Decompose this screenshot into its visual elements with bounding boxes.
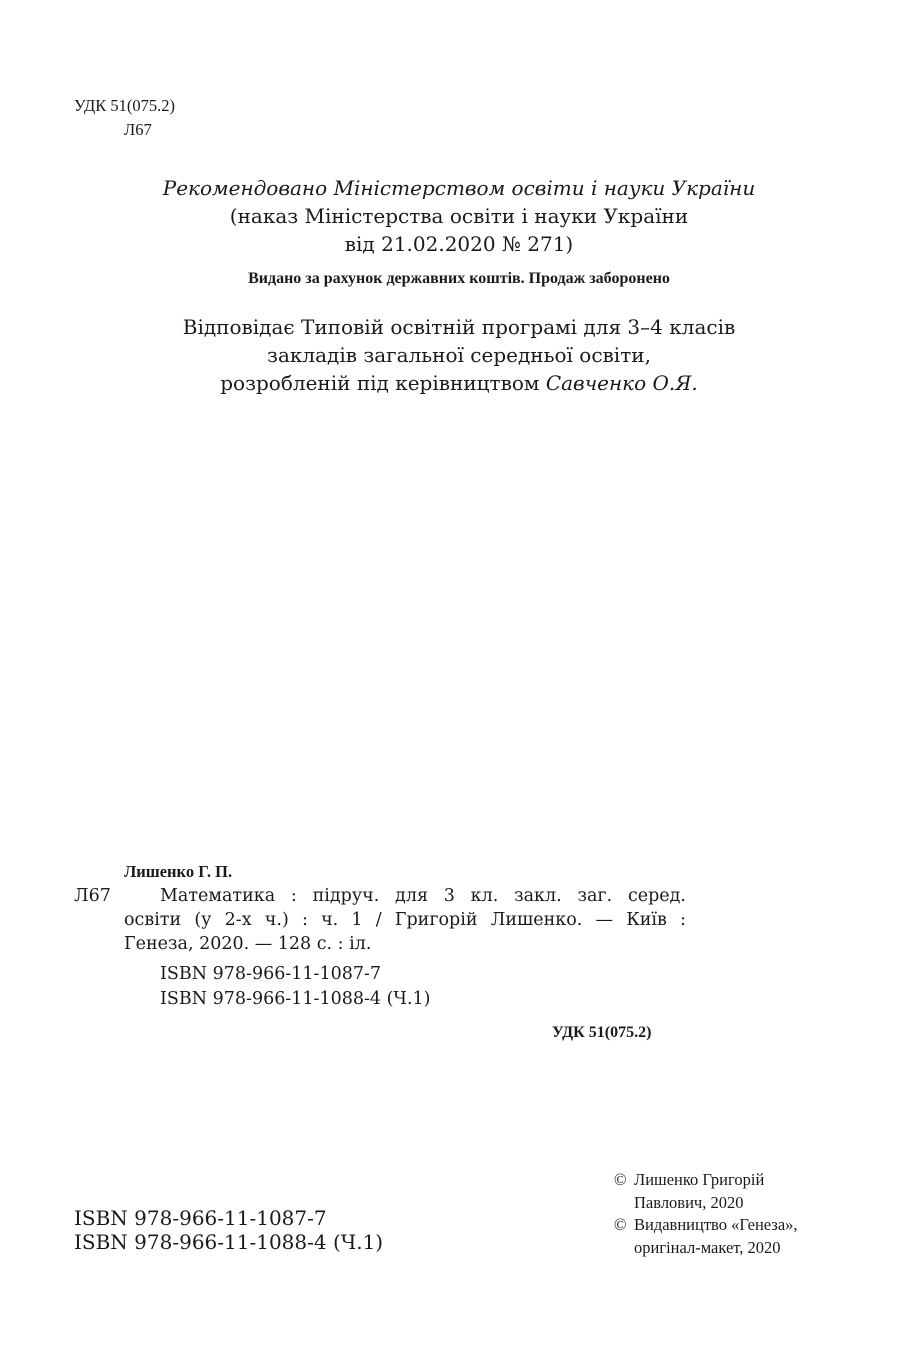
issued-note: Видано за рахунок державних коштів. Продаж заборонено	[248, 270, 670, 287]
catalog-isbn-2: ISBN 978-966-11-1088-4 (Ч.1)	[160, 989, 431, 1009]
catalog-description-line-2: освіти (у 2-х ч.) : ч. 1 / Григорій Лишенко. — Київ :	[124, 910, 686, 930]
copyright-line-3	[614, 1214, 798, 1237]
recommendation-line-3: від 21.02.2020 № 271)	[344, 232, 574, 256]
recommendation-block	[0, 174, 918, 258]
conformity-block	[0, 313, 918, 397]
copyright-line-2: Павлович, 2020	[634, 1192, 744, 1212]
conformity-line-1: Відповідає Типовій освітній програмі для 3–4 класів	[182, 315, 736, 339]
bottom-isbn-2: ISBN 978-966-11-1088-4 (Ч.1)	[74, 1230, 384, 1254]
catalog-code: Л67	[74, 886, 111, 906]
catalog-udk: УДК 51(075.2)	[552, 1024, 652, 1041]
copyright-line-4: оригінал-макет, 2020	[634, 1237, 781, 1257]
bottom-isbn-block	[74, 1206, 383, 1254]
catalog-description-line-1: Математика : підруч. для 3 кл. закл. заг. серед.	[160, 886, 686, 906]
conformity-author-name: Савченко О.Я.	[545, 371, 698, 395]
catalog-description-line-3: Генеза, 2020. — 128 с. : іл.	[124, 934, 372, 954]
udk-header	[74, 94, 175, 142]
copyright-line-1	[614, 1169, 798, 1192]
copyright-publisher: Видавництво «Генеза»,	[634, 1215, 798, 1234]
bottom-isbn-1: ISBN 978-966-11-1087-7	[74, 1206, 327, 1230]
conformity-line-3-prefix: розробленій під керівництвом	[220, 371, 546, 395]
catalog-author: Лишенко Г. П.	[124, 862, 233, 881]
catalog-code-top: Л67	[124, 120, 152, 139]
copyright-icon: ©	[614, 1215, 627, 1234]
conformity-line-2: закладів загальної середньої освіти,	[267, 343, 651, 367]
catalog-isbn-1: ISBN 978-966-11-1087-7	[160, 964, 382, 984]
conformity-line-3	[0, 369, 918, 397]
recommendation-line-1: Рекомендовано Міністерством освіти і науки України	[162, 176, 756, 200]
udk-code-top: УДК 51(075.2)	[74, 96, 176, 115]
copyright-author: Лишенко Григорій	[634, 1170, 765, 1189]
catalog-isbn-block	[160, 962, 430, 1012]
copyright-icon: ©	[614, 1170, 627, 1189]
recommendation-line-2: (наказ Міністерства освіти і науки України	[229, 204, 689, 228]
copyright-block	[614, 1169, 798, 1259]
